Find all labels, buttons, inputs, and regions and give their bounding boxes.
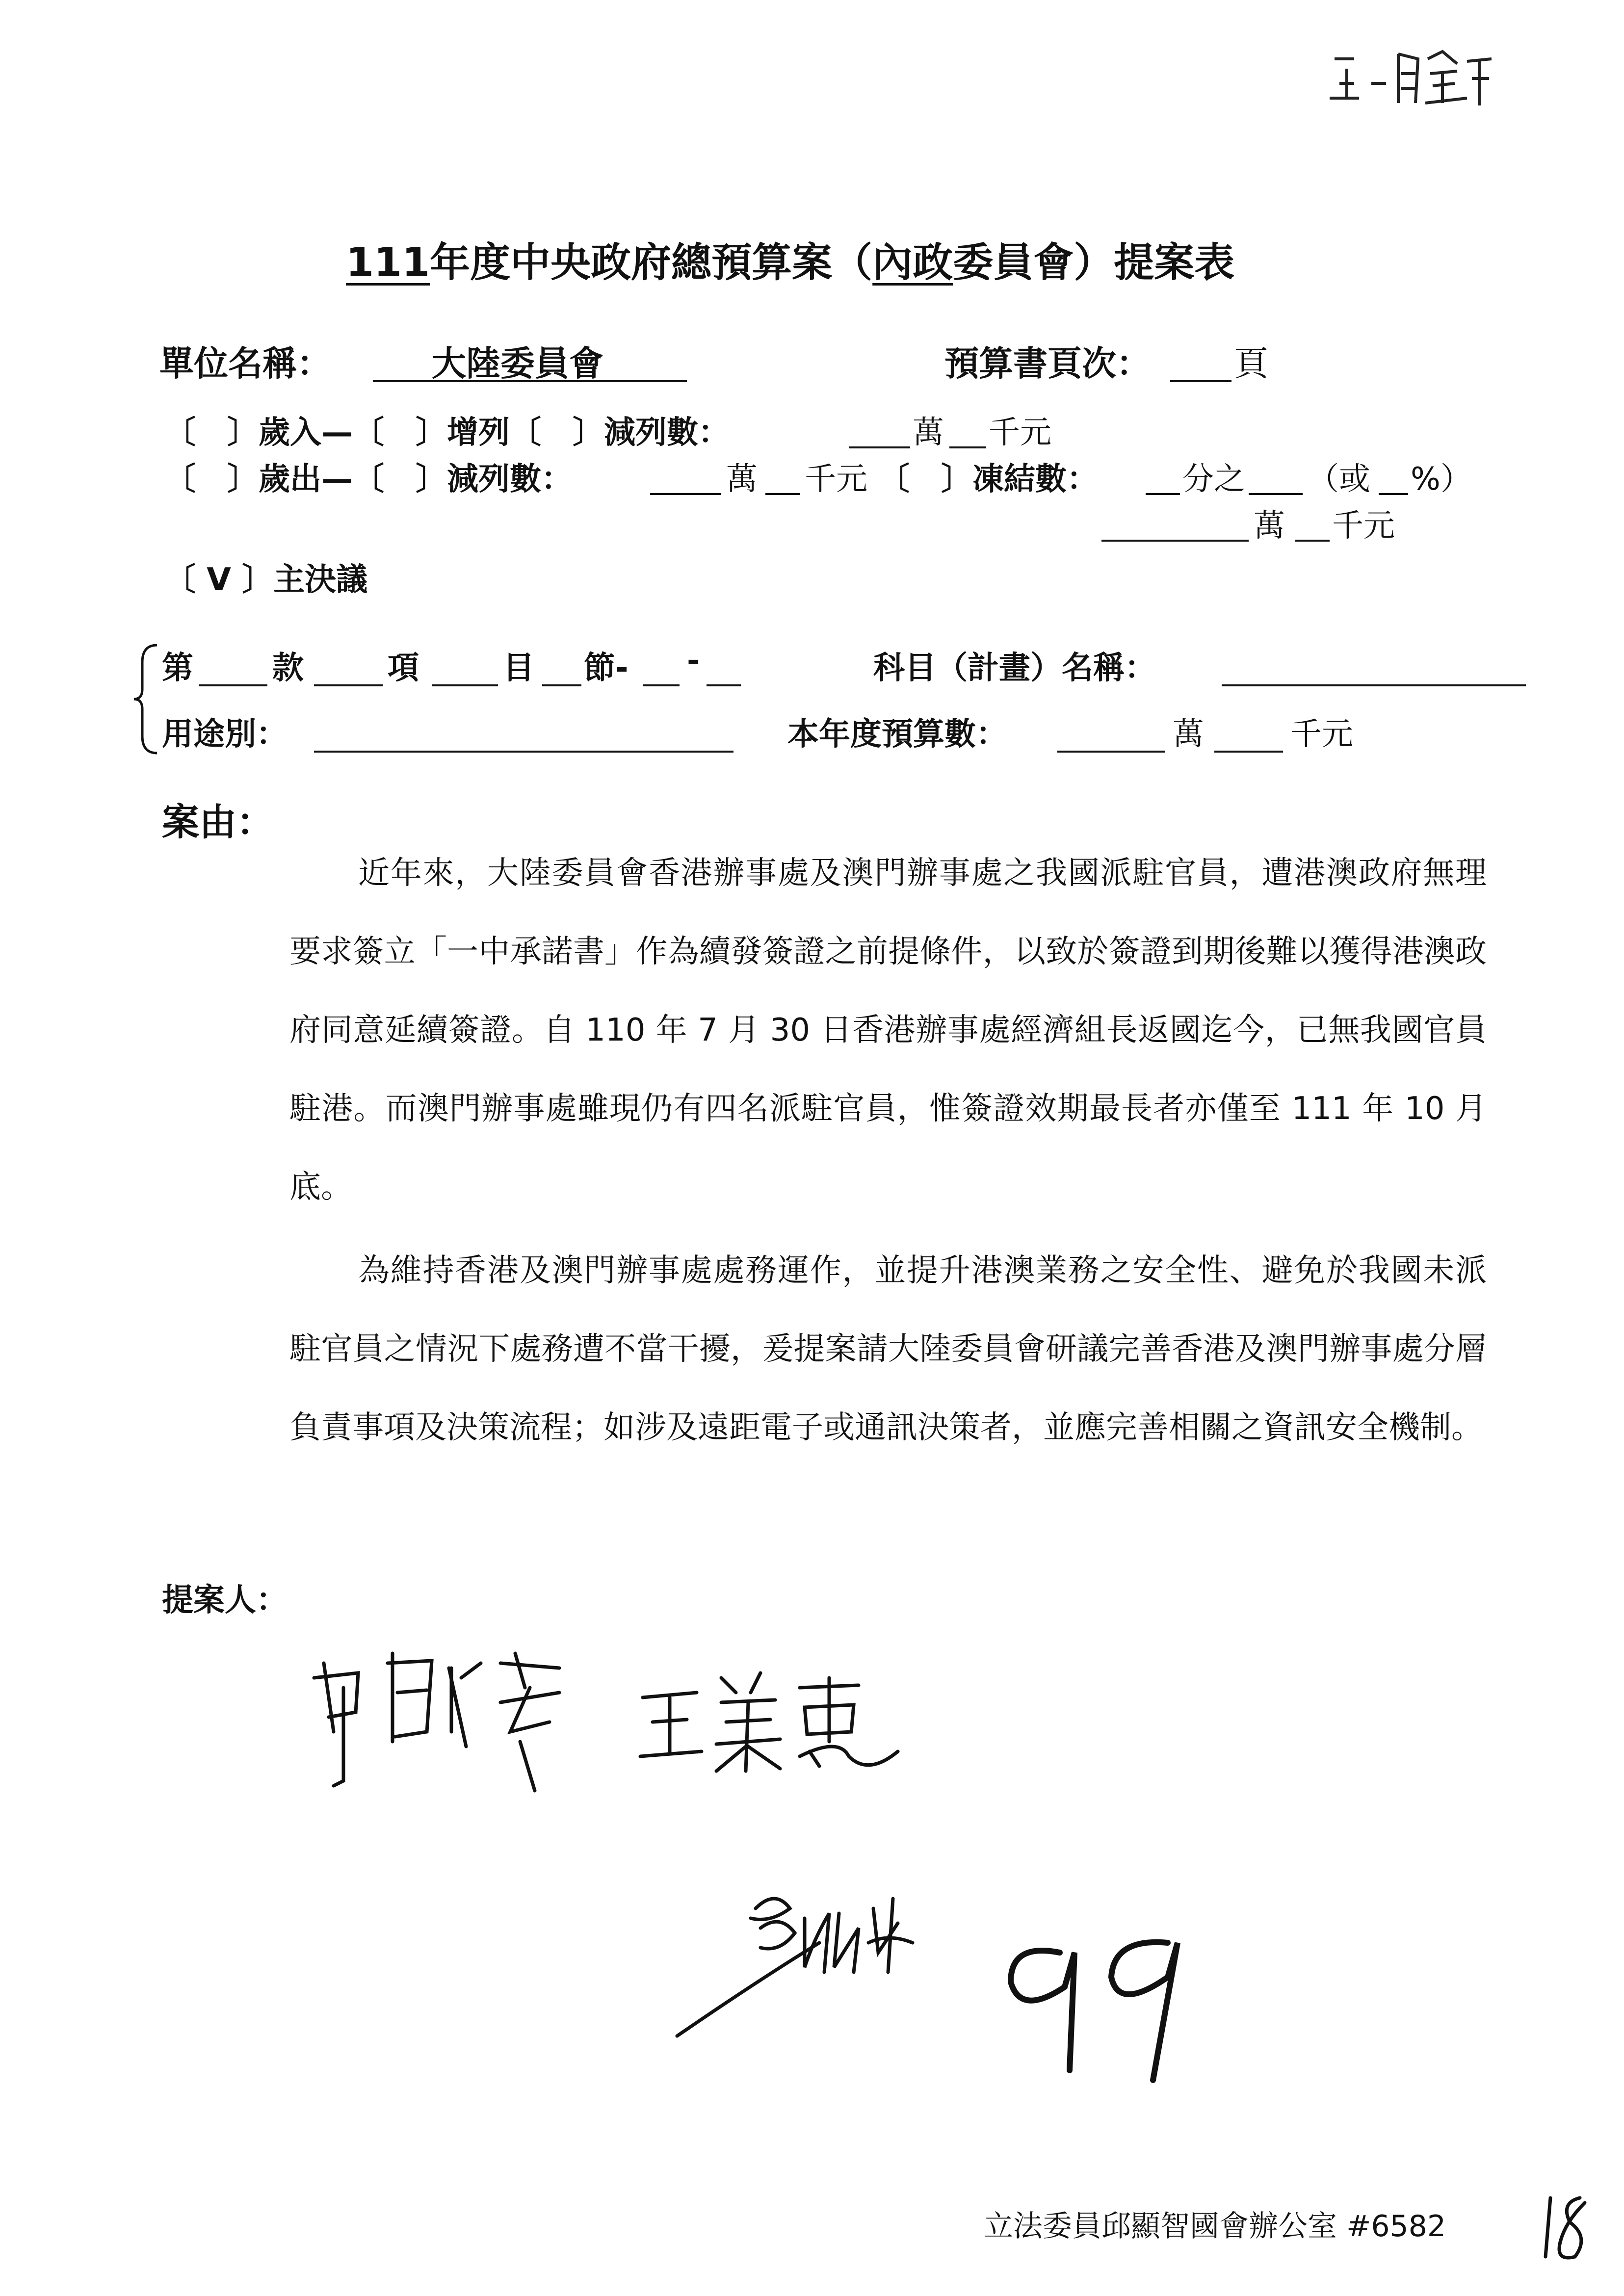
main-resolution: 〔 V 〕主決議 <box>164 562 368 598</box>
mu-blank <box>432 684 498 686</box>
income-wan-blank <box>849 446 910 448</box>
income-qian: 千元 <box>989 415 1051 451</box>
expense-qian: 千元 <box>805 461 867 497</box>
jie-sub-blank-2 <box>707 684 741 686</box>
freeze-qian: 千元 <box>1332 508 1395 544</box>
expense-wan: 萬 <box>726 461 758 497</box>
account-brace <box>130 643 159 756</box>
income-reduce: 〔 〕減列數： <box>510 415 730 451</box>
usage-blank <box>314 751 733 753</box>
income-checkbox: 〔 〕 <box>164 415 259 451</box>
income-label: 歲入— <box>259 415 353 451</box>
expense-reduce: 〔 〕減列數： <box>353 461 573 497</box>
mu-label: 目 <box>503 650 534 686</box>
jie-dash: - <box>687 643 700 679</box>
footer-ext: #6582 <box>1346 2209 1446 2244</box>
kuan-label: 款 <box>272 650 304 686</box>
signature-3 <box>657 1879 971 2046</box>
freeze-or: （或 <box>1308 461 1370 497</box>
page-label: 預算書頁次： <box>944 343 1151 384</box>
jie-label: 節- <box>584 650 629 686</box>
title-year: 111 <box>346 239 430 286</box>
footer-office <box>984 2203 1446 2245</box>
signature-1 <box>304 1634 579 1796</box>
expense-wan-blank <box>650 493 721 495</box>
freeze-wan-blank <box>1101 540 1249 542</box>
page-number-handwritten <box>1536 2188 1595 2267</box>
jie-sub-blank-1 <box>643 684 680 686</box>
budget-label: 本年度預算數： <box>787 716 1007 753</box>
title-committee: 內政 <box>872 239 953 286</box>
freeze-qian-blank <box>1295 540 1330 542</box>
freeze-fen: 分之 <box>1182 461 1245 497</box>
freeze-label: 〔 〕凍結數： <box>878 461 1098 497</box>
proposer-label: 提案人： <box>162 1582 288 1618</box>
subject-label: 科目（計畫）名稱： <box>873 650 1156 686</box>
unit-value: 大陸委員會 <box>432 343 603 384</box>
page-number-underline <box>1170 380 1231 382</box>
unit-label: 單位名稱： <box>159 343 331 384</box>
usage-label: 用途別： <box>162 716 288 753</box>
case-paragraph-2: 為維持香港及澳門辦事處處務運作，並提升港澳業務之安全性、避免於我國未派駐官員之情況下處務遭不當干擾，爰提案請大陸委員會研議完善香港及澳門辦事處分層負責事項及決策流程；如涉及遠距電子或通訊決策者，並應完善相關之資訊安全機制。 <box>289 1252 1487 1446</box>
kuan-prefix: 第 <box>162 650 193 686</box>
xiang-blank <box>314 684 383 686</box>
xiang-label: 項 <box>388 650 419 686</box>
income-add: 〔 〕增列 <box>353 415 510 451</box>
freeze-numerator-blank <box>1249 493 1303 495</box>
freeze-pct: %） <box>1411 461 1472 497</box>
case-heading: 案由： <box>162 800 274 844</box>
signature-2 <box>633 1658 908 1776</box>
page-title <box>346 231 1234 288</box>
income-qian-blank <box>949 446 986 448</box>
income-row <box>164 407 730 452</box>
case-body <box>289 834 1487 1467</box>
expense-qian-blank <box>765 493 800 495</box>
budget-wan-blank <box>1057 751 1165 753</box>
freeze-wan: 萬 <box>1254 508 1285 544</box>
budget-wan: 萬 <box>1173 716 1204 753</box>
title-committee-rest: 委員會）提案表 <box>953 239 1235 286</box>
income-wan: 萬 <box>913 415 944 451</box>
expense-checkbox: 〔 〕 <box>164 461 259 497</box>
account-row-1 <box>162 643 193 688</box>
budget-qian: 千元 <box>1290 716 1353 753</box>
signature-99 <box>991 1923 1207 2090</box>
budget-qian-blank <box>1214 751 1283 753</box>
corner-handwritten-note <box>1325 44 1501 113</box>
subject-blank <box>1222 684 1526 686</box>
footer-office-name: 立法委員邱顯智國會辦公室 <box>984 2209 1337 2244</box>
case-paragraph-1: 近年來，大陸委員會香港辦事處及澳門辦事處之我國派駐官員，遭港澳政府無理要求簽立「一中承諾書」作為續發簽證之前提條件，以致於簽證到期後難以獲得港澳政府同意延續簽證。自 110 年 7 月 30 日香港辦事處經濟組長返國迄今，已無我國官員駐港。而澳門辦事處雖現仍有四名派駐官員，惟簽證效期最長者亦僅至 111 年 10 月底。 <box>289 855 1487 1205</box>
kuan-blank <box>199 684 267 686</box>
jie-blank <box>542 684 581 686</box>
title-main: 年度中央政府總預算案（ <box>430 239 873 286</box>
page-suffix: 頁 <box>1234 343 1268 384</box>
expense-row <box>164 454 573 499</box>
expense-label: 歲出— <box>259 461 353 497</box>
freeze-pct-blank <box>1379 493 1408 495</box>
freeze-denominator-blank <box>1146 493 1180 495</box>
